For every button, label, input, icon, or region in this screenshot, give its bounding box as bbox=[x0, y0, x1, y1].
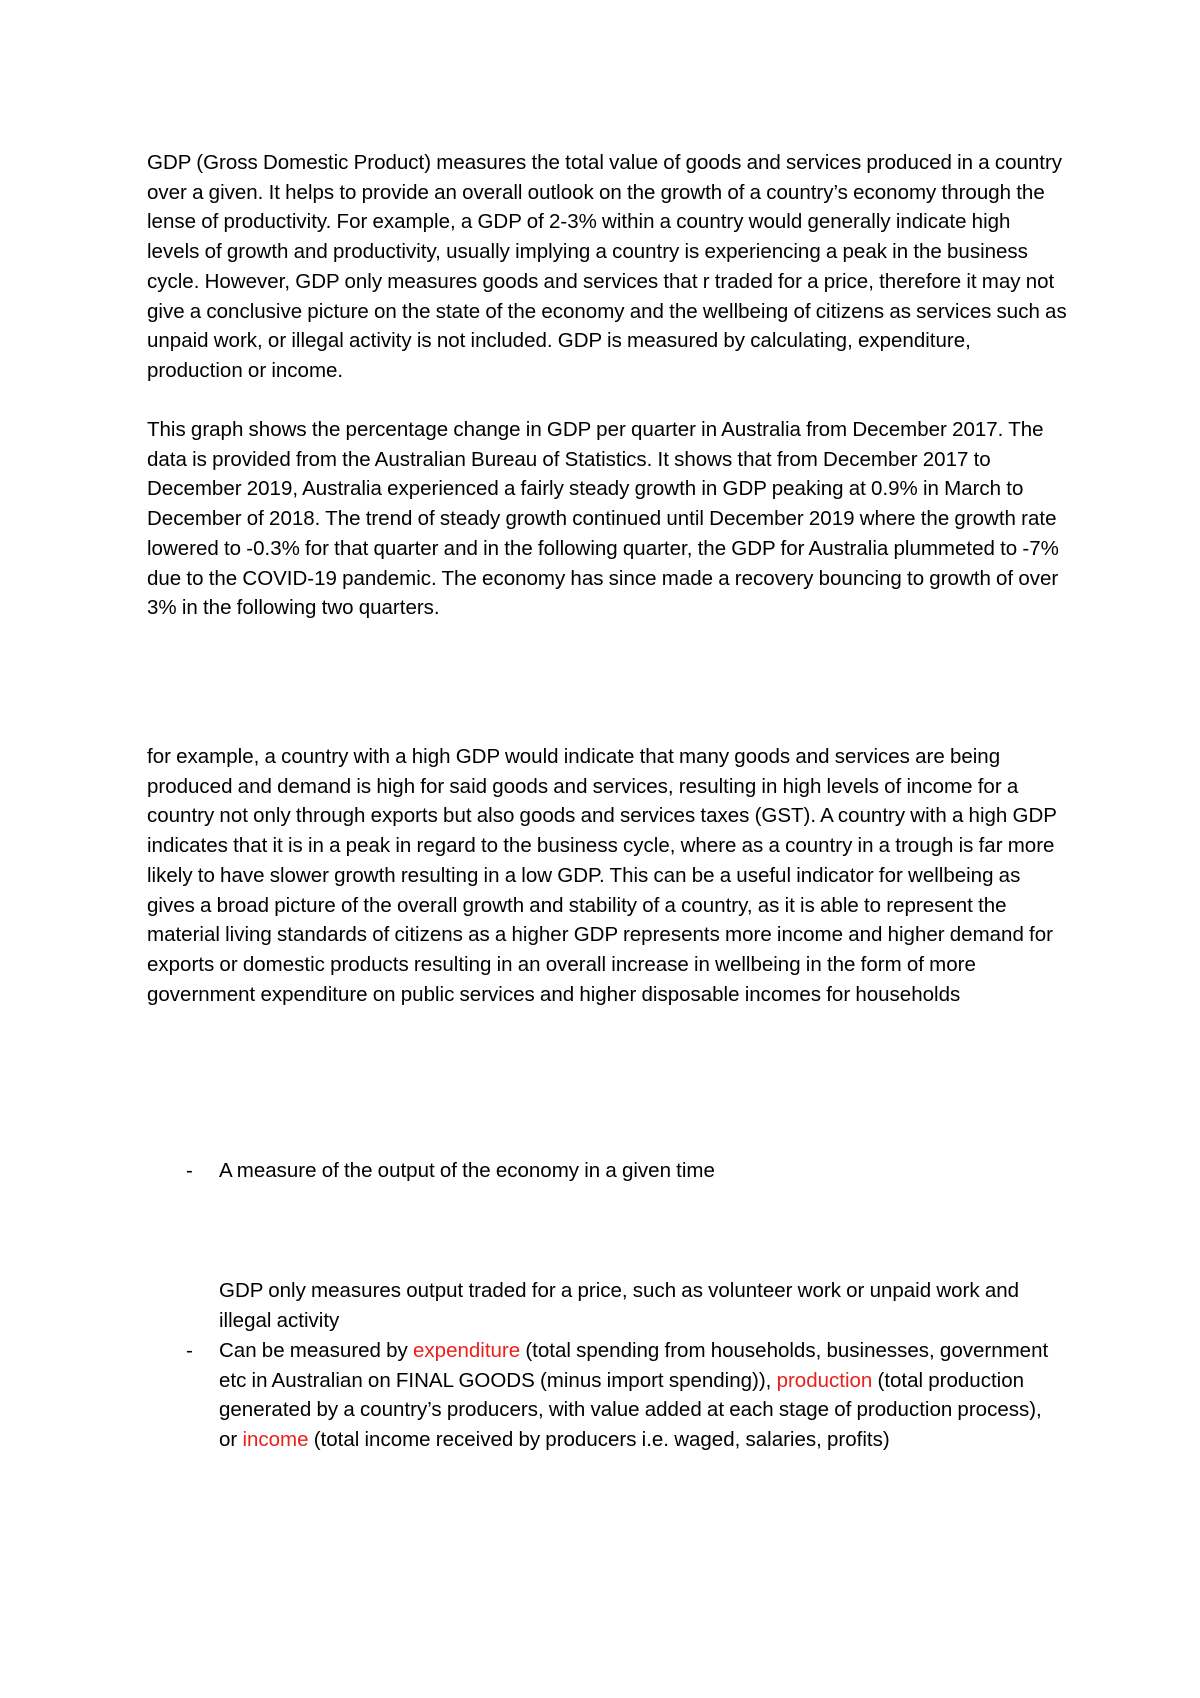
keyword-production: production bbox=[776, 1368, 873, 1392]
bullet-measurement-methods bbox=[219, 1336, 1059, 1455]
bullet-dash: - bbox=[186, 1159, 193, 1182]
bullet-text: (total production generated by a country’s producers, with value added at each stage of production process), or bbox=[219, 1368, 1042, 1452]
keyword-expenditure: expenditure bbox=[413, 1339, 521, 1362]
bullet-text: (total spending from households, businesses, government etc in Australian on FINAL GOODS (minus import spending)), bbox=[219, 1339, 1049, 1392]
paragraph-graph-description: This graph shows the percentage change in GDP per quarter in Australia from December 2017. The data is provided from the Australian Bureau of Statistics. It shows that from December 2017 to December 2019, Australia experienced a fairly steady growth in GDP peaking at 0.9% in March to December of 2018. The trend of steady growth continued until December 2019 where the growth rate lowered to -0.3% for that quarter and in the following quarter, the GDP for Australia plummeted to -7% due to the COVID-19 pandemic. The economy has since made a recovery bouncing to growth of over 3% in the following two quarters. bbox=[147, 418, 1059, 620]
paragraph-high-gdp-example: for example, a country with a high GDP would indicate that many goods and services are being produced and demand is high for said goods and services, resulting in high levels of income for a country not only through exports but also goods and services taxes (GST). A country with a high GDP indicates that it is in a peak in regard to the business cycle, where as a country in a trough is far more likely to have slower growth resulting in a low GDP. This can be a useful indicator for wellbeing as gives a broad picture of the overall growth and stability of a country, as it is able to represent the material living standards of citizens as a higher GDP represents more income and higher demand for exports or domestic products resulting in an overall increase in wellbeing in the form of more government expenditure on public services and higher disposable incomes for households bbox=[147, 745, 1057, 1006]
note-traded-for-price: GDP only measures output traded for a price, such as volunteer work or unpaid work and illegal activity bbox=[219, 1279, 1020, 1332]
keyword-income: income bbox=[242, 1428, 309, 1452]
bullet-measure-of-output: A measure of the output of the economy in a given time bbox=[219, 1159, 715, 1182]
bullet-text: Can be measured by bbox=[219, 1339, 414, 1362]
bullet-text: (total income received by producers i.e. waged, salaries, profits) bbox=[308, 1428, 890, 1452]
paragraph-gdp-definition: GDP (Gross Domestic Product) measures the total value of goods and services produced in a country over a given. It helps to provide an overall outlook on the growth of a country’s economy through the lense of productivity. For example, a GDP of 2-3% within a country would generally indicate high levels of growth and productivity, usually implying a country is experiencing a peak in the business cycle. However, GDP only measures goods and services that r traded for a price, therefore it may not give a conclusive picture on the state of the economy and the wellbeing of citizens as services such as unpaid work, or illegal activity is not included. GDP is measured by calculating, expenditure, production or income. bbox=[147, 151, 1067, 382]
bullet-dash: - bbox=[186, 1339, 193, 1362]
